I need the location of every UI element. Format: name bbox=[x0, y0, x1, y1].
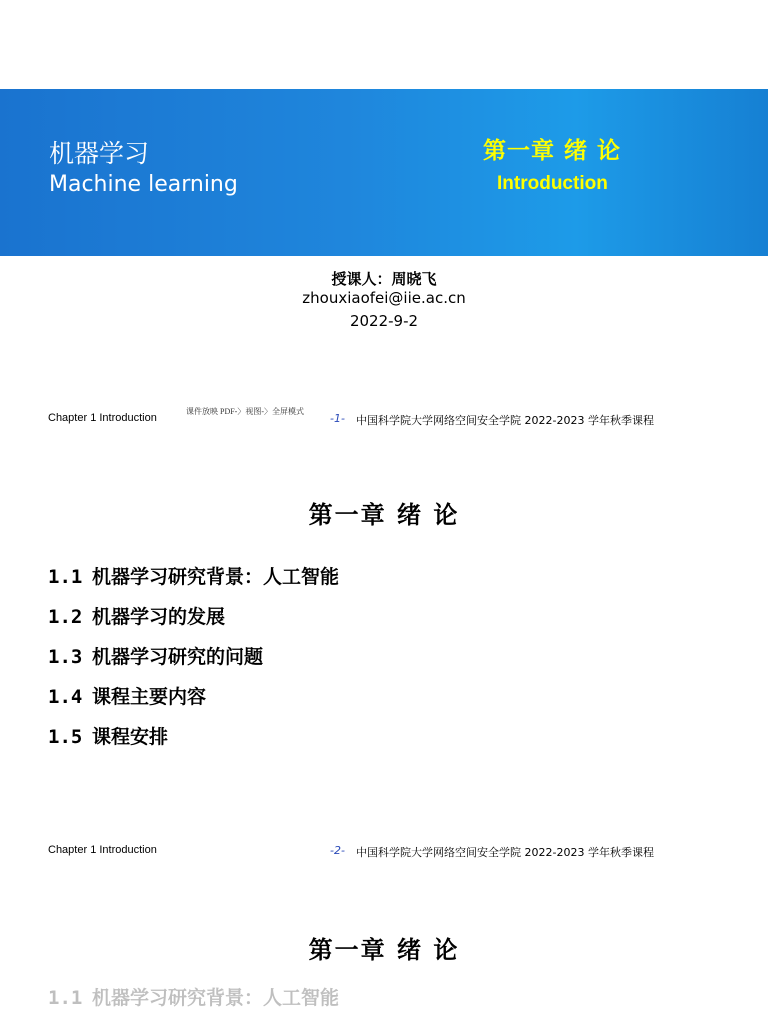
lecture-date: 2022-9-2 bbox=[349, 312, 419, 330]
footer-chapter: Chapter 1 Introduction bbox=[48, 844, 157, 856]
footer-chapter: Chapter 1 Introduction bbox=[48, 412, 157, 424]
page-number: -1- bbox=[330, 412, 345, 425]
footer-organization: 中国科学院大学网络空间安全学院 2022-2023 学年秋季课程 bbox=[356, 414, 654, 427]
toc-item: 1.1 机器学习研究背景：人工智能 bbox=[48, 566, 340, 588]
toc-item: 1.5 课程安排 bbox=[48, 726, 169, 748]
slide-title: 第一章 绪 论 bbox=[308, 936, 460, 964]
chapter-title-en: Introduction bbox=[497, 173, 608, 194]
course-title-en: Machine learning bbox=[49, 172, 238, 197]
viewing-note: 课件放映 PDF-〉视图-〉全屏模式 bbox=[186, 407, 305, 416]
course-title-cn: 机器学习 bbox=[49, 139, 150, 168]
table-of-contents bbox=[48, 985, 339, 1025]
chapter-title: 第一章 绪 论 bbox=[483, 138, 622, 164]
lecturer-email: zhouxiaofei@iie.ac.cn bbox=[302, 289, 466, 307]
toc-item: 1.1 机器学习研究背景：人工智能 bbox=[48, 987, 340, 1009]
toc-item: 1.2 机器学习的发展 bbox=[48, 606, 226, 628]
slide-footer bbox=[0, 844, 768, 864]
title-banner bbox=[0, 89, 768, 256]
lecturer: 授课人：周晓飞 bbox=[331, 270, 437, 288]
footer-organization: 中国科学院大学网络空间安全学院 2022-2023 学年秋季课程 bbox=[356, 846, 654, 859]
toc-item: 1.3 机器学习研究的问题 bbox=[48, 646, 264, 668]
toc-item: 1.4 课程主要内容 bbox=[48, 686, 207, 708]
slide-title: 第一章 绪 论 bbox=[308, 501, 460, 529]
table-of-contents bbox=[48, 564, 339, 764]
slide-footer bbox=[0, 407, 768, 432]
page-number: -2- bbox=[330, 844, 345, 857]
